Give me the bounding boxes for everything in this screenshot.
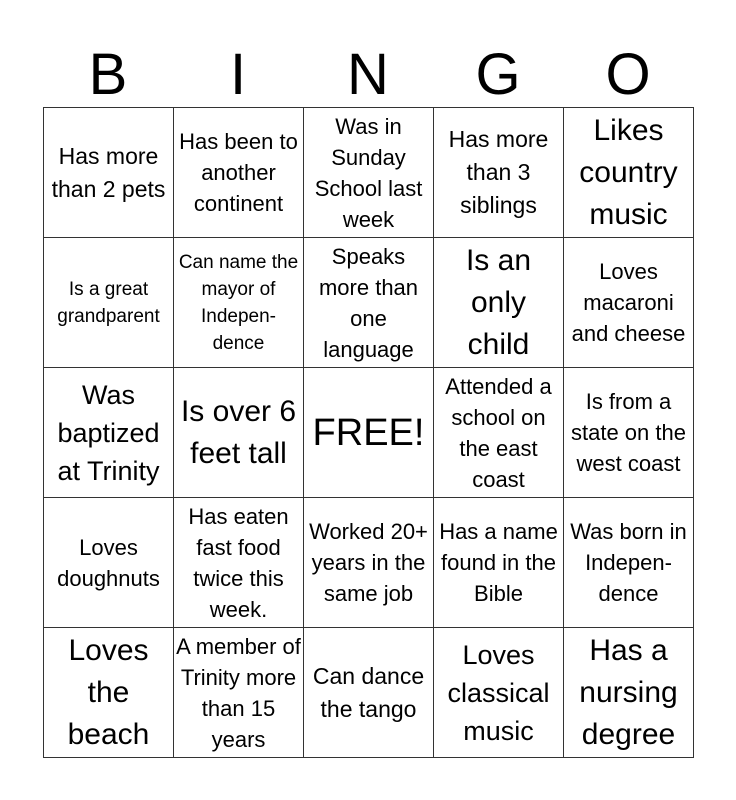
bingo-cell[interactable] xyxy=(434,368,564,498)
bingo-cell[interactable] xyxy=(564,238,694,368)
bingo-cell[interactable] xyxy=(44,108,174,238)
cell-text: Speaks more than one language xyxy=(318,243,419,362)
cell-text: Was baptized at Trinity xyxy=(57,379,160,486)
cell-text: Attended a school on the east coast xyxy=(445,373,552,492)
bingo-cell[interactable] xyxy=(174,498,304,628)
cell-text: Loves doughnuts xyxy=(57,534,160,591)
cell-text: Loves macaroni and cheese xyxy=(571,259,686,346)
header-letter-g: G xyxy=(475,42,521,107)
bingo-cell[interactable] xyxy=(174,108,304,238)
cell-text: Can name the mayor of Indepen-dence xyxy=(178,251,299,354)
board-row xyxy=(44,108,694,238)
bingo-board xyxy=(43,107,694,758)
cell-text: Likes country music xyxy=(579,113,678,231)
cell-text: A member of Trinity more than 15 years xyxy=(176,633,301,752)
bingo-cell[interactable] xyxy=(564,108,694,238)
cell-text: Was in Sunday School last week xyxy=(314,113,423,232)
free-space-text: FREE! xyxy=(312,411,425,454)
cell-text: Is a great grandparent xyxy=(57,278,160,327)
bingo-cell[interactable] xyxy=(434,498,564,628)
cell-text: Loves classical music xyxy=(447,639,550,746)
header-letter-i: I xyxy=(229,42,247,107)
bingo-cell[interactable] xyxy=(304,238,434,368)
header-letter-o: O xyxy=(605,42,651,107)
bingo-cell[interactable] xyxy=(174,238,304,368)
bingo-cell[interactable] xyxy=(304,108,434,238)
bingo-cell[interactable] xyxy=(564,498,694,628)
cell-text: Has a name found in the Bible xyxy=(439,519,558,606)
board-row xyxy=(44,238,694,368)
bingo-cell[interactable] xyxy=(434,108,564,238)
bingo-cell[interactable] xyxy=(44,628,174,758)
board-row xyxy=(44,628,694,758)
cell-text: Is an only child xyxy=(465,243,532,361)
bingo-cell[interactable] xyxy=(174,368,304,498)
bingo-cell[interactable] xyxy=(564,628,694,758)
bingo-cell[interactable] xyxy=(434,238,564,368)
cell-text: Was born in Indepen-dence xyxy=(570,519,687,606)
bingo-cell[interactable] xyxy=(44,238,174,368)
cell-text: Has more than 3 siblings xyxy=(448,126,549,218)
header-letter-n: N xyxy=(347,42,389,107)
free-space-cell[interactable] xyxy=(304,368,434,498)
bingo-cell[interactable] xyxy=(44,368,174,498)
cell-text: Has been to another continent xyxy=(179,129,298,216)
cell-text: Worked 20+ years in the same job xyxy=(309,519,428,606)
cell-text: Has a nursing degree xyxy=(579,633,678,751)
bingo-cell[interactable] xyxy=(174,628,304,758)
bingo-cell[interactable] xyxy=(44,498,174,628)
cell-text: Is from a state on the west coast xyxy=(571,389,686,476)
bingo-cell[interactable] xyxy=(564,368,694,498)
bingo-cell[interactable] xyxy=(304,498,434,628)
bingo-cell[interactable] xyxy=(304,628,434,758)
bingo-cell[interactable] xyxy=(434,628,564,758)
cell-text: Is over 6 feet tall xyxy=(180,394,297,470)
cell-text: Loves the beach xyxy=(67,633,150,751)
board-row xyxy=(44,498,694,628)
cell-text: Can dance the tango xyxy=(312,662,425,722)
header-letter-b: B xyxy=(88,42,128,107)
cell-text: Has more than 2 pets xyxy=(51,142,166,202)
bingo-header xyxy=(43,42,693,108)
cell-text: Has eaten fast food twice this week. xyxy=(188,503,289,622)
board-row xyxy=(44,368,694,498)
